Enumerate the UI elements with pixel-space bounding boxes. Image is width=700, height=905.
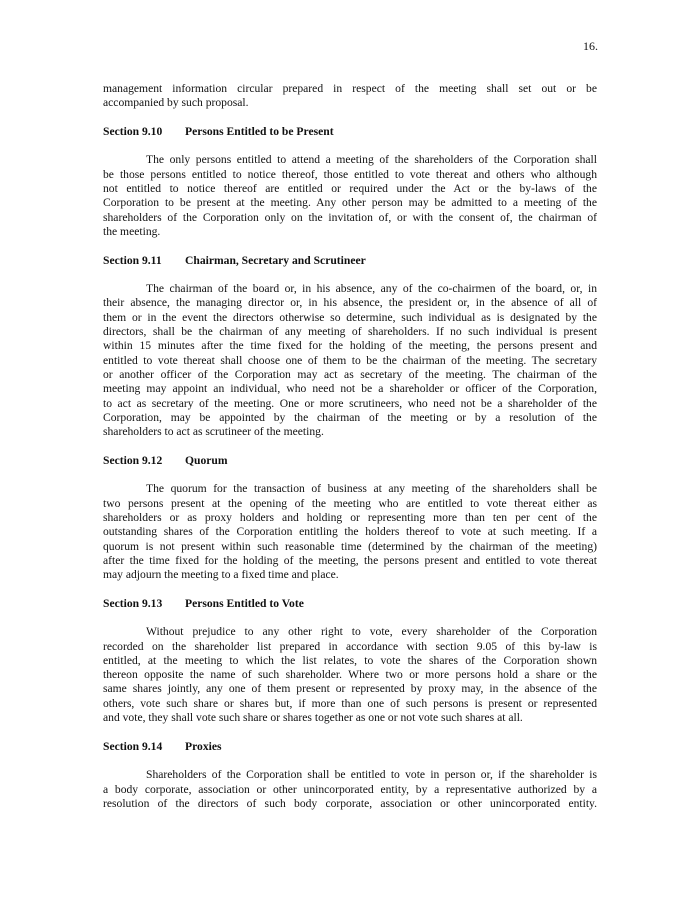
section-number: Section 9.13 [103, 596, 163, 610]
text-line: recorded on the shareholder list prepared in accordance with section 9.05 of this by-law is [103, 639, 597, 653]
text-line: and vote, they shall vote such share or shares together as one or not vote such shares at all. [103, 711, 523, 725]
paragraph [103, 625, 597, 725]
text-line: quorum is not present within such reasonable time (determined by the chairman of the meeting) [103, 539, 597, 553]
text-line: them or in the event the directors otherwise so determine, such individual as is designated by the [103, 310, 597, 324]
text-line: Shareholders of the Corporation shall be entitled to vote in person or, if the shareholder is [146, 768, 597, 782]
text-line: management information circular prepared in respect of the meeting shall set out or be [103, 82, 597, 95]
section-title: Quorum [185, 453, 228, 467]
text-line: two persons present at the opening of the meeting who are entitled to vote thereat either as [103, 496, 597, 510]
text-line: same shares jointly, any one of them present or represented by proxy may, in the absence of the [103, 682, 597, 696]
text-line: shareholders to act as scrutineer of the meeting. [103, 425, 324, 439]
text-line: The only persons entitled to attend a meeting of the shareholders of the Corporation shall [146, 153, 597, 167]
text-line: the meeting. [103, 224, 161, 238]
section-title: Chairman, Secretary and Scrutineer [185, 253, 366, 267]
text-line: accompanied by such proposal. [103, 96, 249, 110]
text-line: Without prejudice to any other right to vote, every shareholder of the Corporation [146, 625, 597, 639]
paragraph [103, 282, 597, 439]
paragraph [103, 768, 597, 811]
section-heading [103, 454, 597, 468]
text-line: The quorum for the transaction of business at any meeting of the shareholders shall be [146, 482, 597, 496]
text-line: meeting may appoint an individual, who need not be a shareholder or officer of the Corporation, [103, 382, 597, 396]
section-heading [103, 125, 597, 139]
section-title: Persons Entitled to be Present [185, 124, 334, 138]
text-line: their absence, the managing director or, in his absence, the president or, in the absence of all of [103, 296, 597, 310]
text-line: not entitled to notice thereof are entitled or required under the Act or the by-laws of the [103, 182, 597, 196]
section-number: Section 9.10 [103, 124, 163, 138]
text-line: entitled, at the meeting to which the list relates, to vote the shares of the Corporation shown [103, 653, 597, 667]
text-line: shareholders or as proxy holders and holding or representing more than ten per cent of the [103, 510, 597, 524]
text-line: after the time fixed for the holding of the meeting, the persons present and entitled to vote thereat [103, 553, 597, 567]
text-line: or another officer of the Corporation may act as secretary of the meeting. The chairman of the [103, 367, 597, 381]
section-heading [103, 254, 597, 268]
section-number: Section 9.14 [103, 739, 163, 753]
text-line: Corporation to be present at the meeting. Any other person may be admitted to a meeting of the [103, 196, 597, 210]
text-line: within 15 minutes after the time fixed for the holding of the meeting, the persons present and [103, 339, 597, 353]
text-line: be those persons entitled to notice thereof, those entitled to vote thereat and others who although [103, 167, 597, 181]
section-heading [103, 740, 597, 754]
text-line: entitled to vote thereat shall choose one of them to be the chairman of the meeting. The secretary [103, 353, 597, 367]
text-line: thereon opposite the name of such shareholder. Where two or more persons hold a share or the [103, 668, 597, 682]
text-line: shareholders of the Corporation only on the invitation of, or with the consent of, the chairman of [103, 210, 597, 224]
text-line: outstanding shares of the Corporation entitling the holders thereof to vote at such meeting. If a [103, 525, 597, 539]
section-number: Section 9.12 [103, 453, 163, 467]
paragraph [103, 482, 597, 582]
section-heading [103, 597, 597, 611]
paragraph [103, 82, 597, 111]
text-line: The chairman of the board or, in his absence, any of the co-chairmen of the board, or, in [146, 282, 597, 296]
section-title: Persons Entitled to Vote [185, 596, 304, 610]
text-line: others, vote such share or shares but, if more than one of such persons is present or represented [103, 696, 597, 710]
text-line: to act as secretary of the meeting. One or more scrutineers, who need not be a shareholder of the [103, 396, 597, 410]
page-number: 16. [583, 39, 598, 53]
section-number: Section 9.11 [103, 253, 162, 267]
text-line: resolution of the directors of such body corporate, association or other unincorporated entity. [103, 796, 597, 810]
text-line: Corporation, may be appointed by the chairman of the meeting or by a resolution of the [103, 410, 597, 424]
text-line: may adjourn the meeting to a fixed time and place. [103, 568, 339, 582]
text-line: a body corporate, association or other unincorporated entity, by a representative authorized by a [103, 782, 597, 796]
document-body [103, 82, 597, 825]
paragraph [103, 153, 597, 239]
section-title: Proxies [185, 739, 222, 753]
text-line: directors, shall be the chairman of any meeting of shareholders. If no such individual is present [103, 325, 597, 339]
